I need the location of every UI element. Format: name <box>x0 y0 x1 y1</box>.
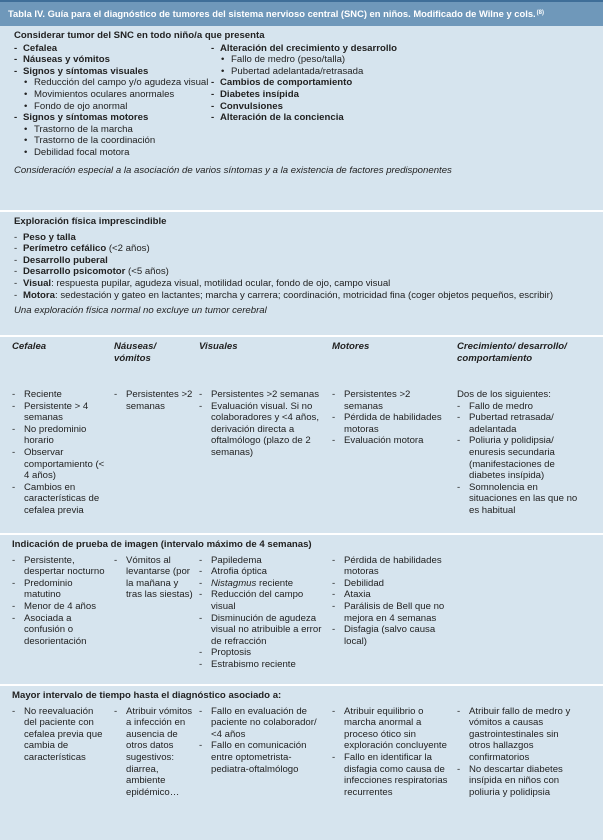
consider-item-label: - Signos y síntomas motores <box>23 112 149 124</box>
consider-left-list <box>14 43 211 159</box>
consider-subitem-label: • Trastorno de la coordinación <box>34 135 156 147</box>
symptoms-header-3: Visuales <box>199 341 238 352</box>
consider-subitem <box>14 135 211 147</box>
exam-item-text <box>23 278 595 290</box>
symptoms-header-5: Crecimiento/ desarrollo/ comportamiento <box>457 341 567 364</box>
list-item-label: - Vómitos al levantarse (por la mañana y tras las siestas) <box>126 554 193 601</box>
consider-item-label: - Alteración de la conciencia <box>220 112 344 124</box>
symptoms-col-nauseas <box>114 389 199 517</box>
list-item-label: - Atribuir vómitos a infección en ausencia de otros datos sugestivos: diarrea, ambiente epidémico… <box>126 705 193 798</box>
list-item <box>12 424 108 447</box>
delay-col-1-list <box>12 706 108 764</box>
exam-item <box>14 232 595 244</box>
section-exam <box>0 212 603 337</box>
exam-item <box>14 278 595 290</box>
delay-col-2-list <box>114 706 193 799</box>
list-item <box>12 706 108 764</box>
consider-item <box>14 66 211 78</box>
list-item <box>114 389 193 412</box>
exam-item <box>14 290 595 302</box>
exam-item-detail: : sedestación y gateo en lactantes; marcha y carrera; coordinación, motricidad fina (coger objetos pequeños, escribir) <box>54 289 554 301</box>
list-item-label: - Fallo en evaluación de paciente no colaborador/ <4 años <box>211 705 317 740</box>
list-item-label: - Debilidad <box>344 577 385 589</box>
list-item <box>12 482 108 517</box>
consider-subitem <box>14 89 211 101</box>
list-item-label: - Persistente, despertar nocturno <box>24 554 105 578</box>
exam-item-bold: Desarrollo psicomotor <box>23 266 126 278</box>
list-item-label: - Evaluación motora <box>344 435 424 447</box>
exam-list <box>14 232 595 302</box>
list-item <box>199 578 326 590</box>
list-item-label: - Nistagmus reciente <box>211 577 294 589</box>
consider-subitem-label: • Pubertad adelantada/retrasada <box>231 65 364 77</box>
list-item <box>332 389 451 412</box>
consider-item-label: - Cambios de comportamiento <box>220 77 353 89</box>
exam-item <box>14 243 595 255</box>
symptoms-header-1: Cefalea <box>12 341 47 352</box>
consider-subitem <box>14 147 211 159</box>
list-item-label: - Persistente > 4 semanas <box>24 400 89 424</box>
exam-item-text <box>23 266 595 278</box>
section-consider-title: Considerar tumor del SNC en todo niño/a que presenta <box>14 30 265 41</box>
list-item-label: - Cambios en características de cefalea previa <box>24 481 100 516</box>
imaging-col-1-list <box>12 555 108 648</box>
list-item-label: - Persistentes >2 semanas <box>211 389 319 400</box>
exam-item-bold: Perímetro cefálico <box>23 243 107 255</box>
list-item <box>199 389 326 401</box>
list-item <box>332 601 451 624</box>
symptoms-col-nauseas-list <box>114 389 193 412</box>
list-item <box>199 740 326 775</box>
list-item-label: - Menor de 4 años <box>24 600 96 612</box>
list-item <box>12 447 108 482</box>
delay-grid <box>12 706 595 799</box>
list-item <box>457 482 579 517</box>
symptoms-col-crecimiento-intro: Dos de los siguientes: <box>457 389 551 400</box>
section-imaging <box>0 535 603 686</box>
symptoms-grid <box>12 341 595 517</box>
consider-item <box>14 43 211 55</box>
delay-col-5 <box>457 706 585 799</box>
list-item-label: - Asociada a confusión o desorientación <box>24 612 87 647</box>
list-item-label: - Observar comportamiento (< 4 años) <box>24 446 105 482</box>
list-item-label: - Somnolencia en situaciones en las que no es habitual <box>469 481 578 516</box>
list-item-label: - Persistentes >2 semanas <box>344 389 411 412</box>
symptoms-col-crecimiento <box>457 389 585 517</box>
consider-subitem-label: • Fallo de medro (peso/talla) <box>231 54 346 66</box>
exam-item <box>14 266 595 278</box>
list-item-label: - Pérdida de habilidades motoras <box>344 412 442 435</box>
section-delay <box>0 686 603 840</box>
list-item <box>12 613 108 648</box>
exam-item-bold: Desarrollo puberal <box>23 254 108 266</box>
table-title-text: Tabla IV. Guía para el diagnóstico de tumores del sistema nervioso central (SNC) en niños. Modificado de Wilne y cols. <box>8 8 536 20</box>
list-item <box>457 706 579 764</box>
symptoms-header-4: Motores <box>332 341 370 352</box>
consider-subitem-label: • Debilidad focal motora <box>34 146 130 158</box>
consider-item-label: - Convulsiones <box>220 100 283 112</box>
list-item <box>332 752 451 798</box>
consider-item-label: - Signos y síntomas visuales <box>23 65 149 77</box>
list-item <box>332 412 451 435</box>
consider-item <box>211 112 581 124</box>
list-item <box>332 435 451 447</box>
consider-item <box>14 112 211 124</box>
section-exam-title: Exploración física imprescindible <box>14 216 167 227</box>
imaging-col-4-list <box>332 555 451 648</box>
exam-item <box>14 255 595 267</box>
list-item <box>199 589 326 612</box>
symptoms-header-2: Náuseas/ vómitos <box>114 341 157 364</box>
exam-note: Una exploración física normal no excluye un tumor cerebral <box>14 305 267 317</box>
list-item-label: - Predominio matutino <box>24 577 73 601</box>
list-item-label: - Disfagia (salvo causa local) <box>344 624 436 647</box>
consider-item <box>211 43 581 55</box>
list-item <box>332 624 451 647</box>
delay-col-4-list <box>332 706 451 799</box>
imaging-col-1 <box>12 555 114 671</box>
table-title <box>0 0 603 26</box>
symptoms-col-motores-list <box>332 389 451 447</box>
list-item <box>114 706 193 799</box>
imaging-col-2-list <box>114 555 193 601</box>
consider-subitem-label: • Reducción del campo y/o agudeza visual <box>34 77 209 89</box>
imaging-grid <box>12 555 595 671</box>
list-item-label: - Poliuria y polidipsia/ enuresis secundaria (manifestaciones de diabetes insípida) <box>469 435 555 482</box>
list-item-label: - Fallo de medro <box>469 400 533 412</box>
list-item <box>12 389 108 401</box>
consider-subitem <box>211 66 581 78</box>
list-item-label: - Reducción del campo visual <box>211 589 304 612</box>
list-item-label: - Pubertad retrasada/ adelantada <box>469 412 554 435</box>
delay-col-2 <box>114 706 199 799</box>
list-item <box>457 401 579 413</box>
section-imaging-title: Indicación de prueba de imagen (intervalo máximo de 4 semanas) <box>12 539 312 550</box>
list-item <box>332 555 451 578</box>
list-item <box>457 435 579 481</box>
list-item <box>199 401 326 459</box>
list-item <box>199 566 326 578</box>
section-consider <box>0 26 603 212</box>
consider-subitem <box>14 77 211 89</box>
list-item <box>457 764 579 799</box>
delay-col-3 <box>199 706 332 799</box>
consider-subitem-label: • Fondo de ojo anormal <box>34 100 128 112</box>
exam-item-bold: Motora <box>23 289 55 301</box>
list-item-label: - Parálisis de Bell que no mejora en 4 semanas <box>344 600 445 624</box>
exam-item-text <box>23 255 595 267</box>
list-item-label: - Proptosis <box>211 647 251 659</box>
consider-list <box>211 43 581 124</box>
list-item <box>12 601 108 613</box>
consider-item-label: - Alteración del crecimiento y desarrollo <box>220 42 398 54</box>
list-item <box>332 706 451 752</box>
consider-item <box>14 54 211 66</box>
list-item-label: - Evaluación visual. Si no colaboradores y <4 años, derivación directa a oftalmólogo (plazo de 2 semanas) <box>211 400 319 458</box>
list-item-label: - Reciente <box>24 389 62 400</box>
imaging-col-3 <box>199 555 332 671</box>
imaging-col-4 <box>332 555 457 671</box>
symptoms-col-visuales <box>199 389 332 517</box>
list-item-label: - Fallo en identificar la disfagia como causa de infecciones respiratorias recurrentes <box>344 751 448 798</box>
list-item <box>199 647 326 659</box>
symptoms-col-crecimiento-list <box>457 401 579 517</box>
consider-subitem <box>211 54 581 66</box>
exam-item-detail: (<2 años) <box>106 243 150 255</box>
consider-right-list <box>211 43 581 159</box>
exam-item-text <box>23 290 595 302</box>
list-item <box>332 589 451 601</box>
list-item-label: - No reevaluación del paciente con cefalea previa que cambia de características <box>24 705 103 763</box>
consider-item-label: - Cefalea <box>23 42 58 54</box>
list-item <box>199 555 326 567</box>
list-item-label: - No predominio horario <box>24 423 87 447</box>
list-item-label: - Estrabismo reciente <box>211 658 296 670</box>
consider-item <box>211 101 581 113</box>
list-item-label: - Fallo en comunicación entre optometrista-pediatra-oftalmólogo <box>211 740 307 775</box>
title-reference: (8) <box>536 10 544 17</box>
list-item <box>199 613 326 648</box>
imaging-col-2 <box>114 555 199 671</box>
section-delay-title: Mayor intervalo de tiempo hasta el diagnóstico asociado a: <box>12 690 282 701</box>
section-symptoms <box>0 337 603 535</box>
exam-item-bold: Visual <box>23 277 52 289</box>
list-item <box>199 659 326 671</box>
symptoms-col-motores <box>332 389 457 517</box>
consider-item <box>211 77 581 89</box>
list-item-label: - Papiledema <box>211 554 262 566</box>
symptoms-col-visuales-list <box>199 389 326 459</box>
symptoms-col-cefalea <box>12 389 114 517</box>
list-item-label: - No descartar diabetes insípida en niños con poliuria y polidipsia <box>469 763 563 798</box>
list-item-label: - Pérdida de habilidades motoras <box>344 554 442 578</box>
consider-item-label: - Diabetes insípida <box>220 88 299 100</box>
list-item <box>199 706 326 741</box>
consider-list <box>14 43 211 159</box>
delay-col-5-list <box>457 706 579 799</box>
imaging-col-3-list <box>199 555 326 671</box>
delay-col-1 <box>12 706 114 799</box>
consider-subitem-label: • Movimientos oculares anormales <box>34 88 175 100</box>
list-item-italic: Nistagmus <box>211 577 257 589</box>
list-item-label: - Disminución de agudeza visual no atribuible a error de refracción <box>211 612 322 647</box>
list-item <box>332 578 451 590</box>
list-item <box>12 401 108 424</box>
consider-subitem-label: • Trastorno de la marcha <box>34 123 133 135</box>
delay-col-3-list <box>199 706 326 776</box>
exam-item-text <box>23 232 595 244</box>
consider-subitem <box>14 101 211 113</box>
consider-note: Consideración especial a la asociación de varios síntomas y a la existencia de factores predisponentes <box>14 164 452 176</box>
consider-item-label: - Náuseas y vómitos <box>23 54 110 66</box>
list-item <box>12 578 108 601</box>
list-item-label: - Atrofia óptica <box>211 566 267 578</box>
exam-item-bold: Peso y talla <box>23 231 76 243</box>
consider-item <box>211 89 581 101</box>
exam-item-text <box>23 243 595 255</box>
list-item <box>12 555 108 578</box>
symptoms-col-cefalea-list <box>12 389 108 517</box>
list-item <box>114 555 193 601</box>
exam-item-detail: : respuesta pupilar, agudeza visual, motilidad ocular, fondo de ojo, campo visual <box>51 277 391 289</box>
list-item-label: - Persistentes >2 semanas <box>126 389 193 412</box>
consider-subitem <box>14 124 211 136</box>
list-item <box>457 412 579 435</box>
list-item-label: - Atribuir equilibrio o marcha anormal a proceso ótico sin exploración concluyente <box>344 705 447 752</box>
list-item-label: - Ataxia <box>344 589 371 601</box>
exam-item-detail: (<5 años) <box>125 266 169 278</box>
list-item-label: - Atribuir fallo de medro y vómitos a causas gastrointestinales sin otros hallazgos confirmatorios <box>469 705 571 763</box>
delay-col-4 <box>332 706 457 799</box>
